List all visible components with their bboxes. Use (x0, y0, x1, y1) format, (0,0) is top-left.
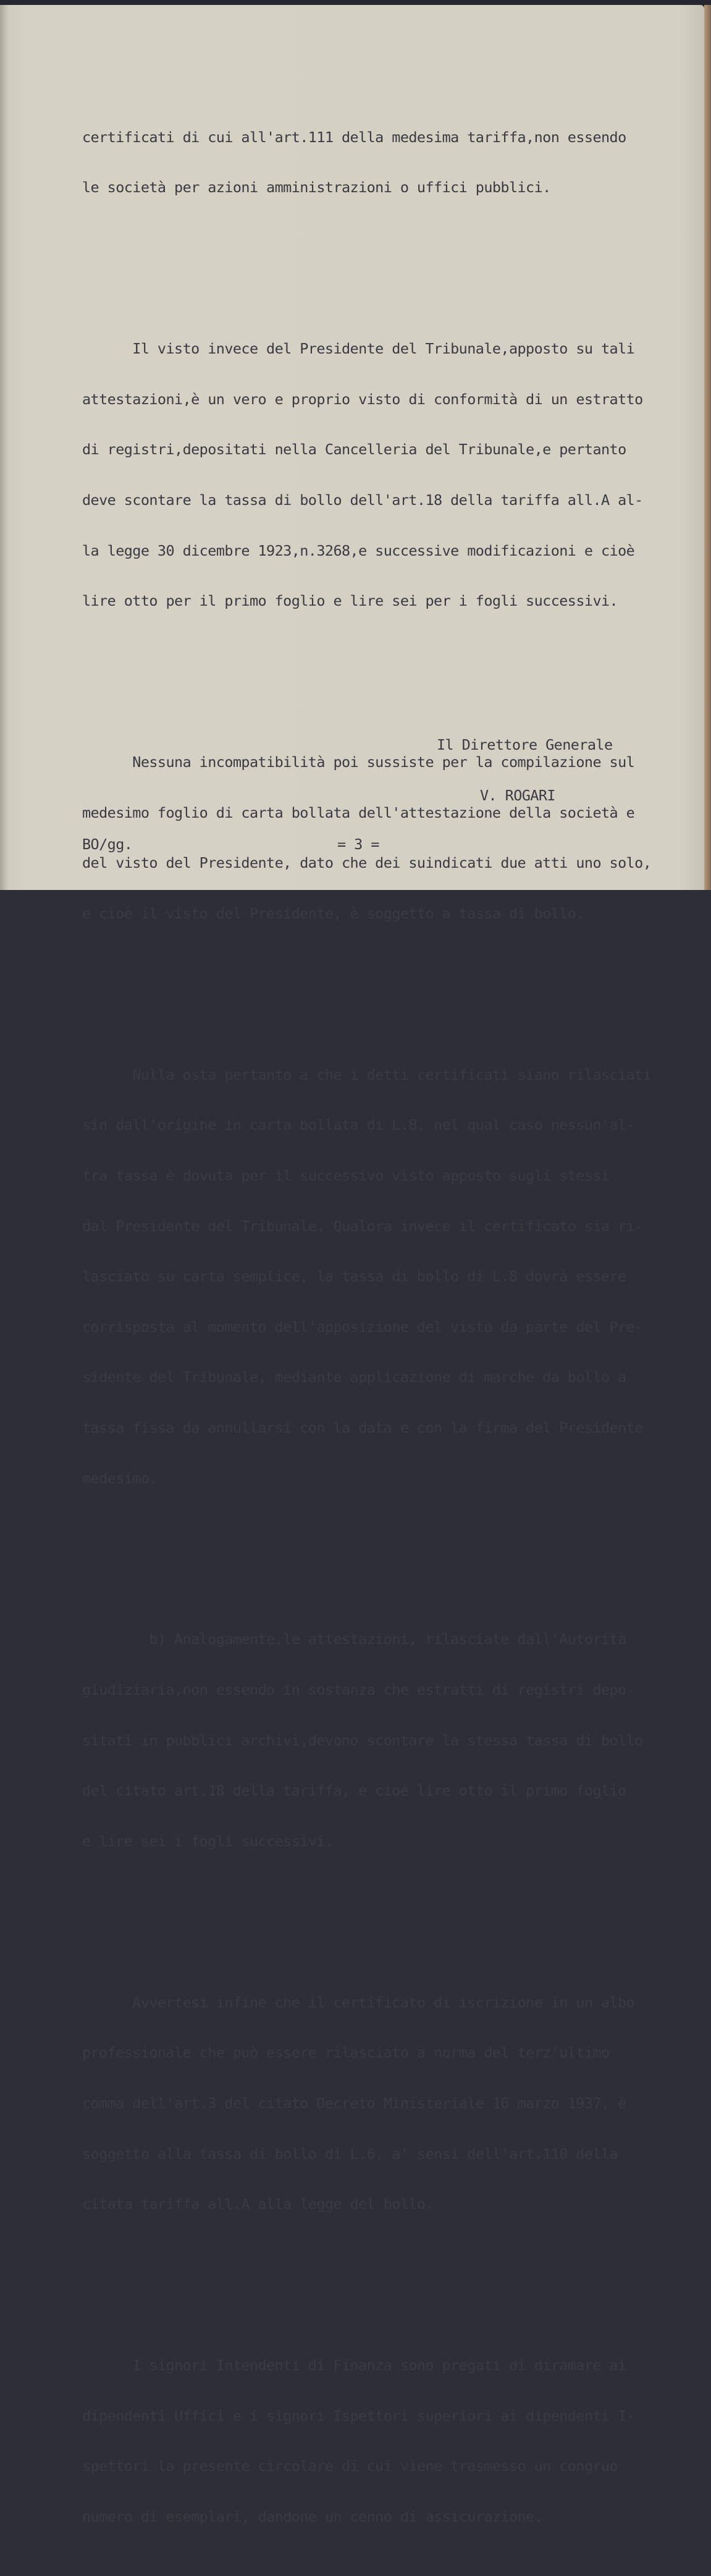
text-line: corrisposta al momento dell'apposizione del visto da parte del Pre- (82, 1318, 643, 1336)
text-line: lire otto per il primo foglio e lire sei per i fogli successivi. (82, 592, 618, 610)
page-right-edge (704, 5, 711, 890)
text-line: del citato art.18 della tariffa, e cioè lire otto il primo foglio (82, 1782, 626, 1800)
page-number: = 3 = (337, 836, 379, 853)
paragraph-4 (82, 1033, 657, 1520)
text-line: la legge 30 dicembre 1923,n.3268,e successive modificazioni e cioè (82, 541, 635, 559)
text-line: spettori la presente circolare di cui viene trasmesso un congruo (82, 2457, 618, 2475)
text-line: Il visto invece del Presidente del Tribunale,apposto su tali (82, 340, 635, 358)
text-line: numero di esemplari, dandone un cenno di assicurazione. (82, 2507, 543, 2525)
signature-name: V. ROGARI (480, 787, 555, 805)
text-line: certificati di cui all'art.111 della medesima tariffa,non essendo (82, 128, 626, 146)
text-line: giudiziaria,non essendo in sostanza che estratti di registri depo- (82, 1681, 635, 1699)
text-line: comma dell'art.3 del citato Decreto Ministeriale 16 marzo 1937, è (82, 2094, 626, 2112)
text-line: medesimo foglio di carta bollata dell'attestazione della società e (82, 803, 635, 821)
text-line: attestazioni,è un vero e proprio visto di conformità di un estratto (82, 390, 643, 408)
text-line: Nessuna incompatibilità poi sussiste per la compilazione sul (82, 753, 635, 771)
text-line: tassa fissa da annullarsi con la data e con la firma del Presidente (82, 1419, 643, 1437)
paragraph-5 (82, 1598, 657, 1883)
text-line: di registri,depositati nella Cancelleria del Tribunale,e pertanto (82, 441, 626, 459)
text-line: citata tariffa all.A alla legge del bollo. (82, 2195, 434, 2213)
text-line: le società per azioni amministrazioni o uffici pubblici. (82, 179, 551, 197)
text-line: deve scontare la tassa di bollo dell'art.18 della tariffa all.A al- (82, 491, 643, 509)
paragraph-2 (82, 307, 657, 643)
text-line: professionale che può essere rilasciato a norma del terz'ultimo (82, 2044, 610, 2062)
text-line: tra tassa è dovuta per il successivo visto apposto sugli stessi (82, 1167, 610, 1184)
text-line: sin dall'origine in carta bollata di L.8, nel qual caso nessun'al- (82, 1116, 635, 1134)
text-line: sidente del Tribunale, mediante applicazione di marche da bollo a (82, 1368, 626, 1386)
page-binding-edge (0, 5, 9, 890)
text-line: del visto del Presidente, dato che dei suindicati due atti uno solo, (82, 854, 652, 872)
text-line: Avvertesi infine che il certificato di iscrizione in un albo (82, 1993, 635, 2011)
text-line: soggetto alla tassa di bollo di L.6, a' sensi dell'art.110 della (82, 2145, 618, 2163)
text-line: b) Analogamente,le attestazioni, rilasciate dall'Autorità (82, 1630, 626, 1648)
paragraph-1 (82, 95, 657, 230)
text-line: dal Presidente del Tribunale. Qualora invece il certificato sia ri- (82, 1217, 643, 1235)
document-body (82, 62, 657, 2576)
signature-title: Il Direttore Generale (437, 736, 613, 754)
footer-reference: BO/gg. (82, 836, 133, 853)
signature-block (437, 703, 613, 821)
paragraph-7 (82, 2324, 657, 2559)
text-line: sitati in pubblici archivi,devono scontare la stessa tassa di bollo (82, 1731, 643, 1749)
paragraph-6 (82, 1960, 657, 2246)
text-line: Nulla osta pertanto a che i detti certificati siano rilasciati (82, 1066, 652, 1083)
text-line: I signori Intendenti di Finanza sono pregati di diramare ai (82, 2357, 626, 2375)
text-line: e lire sei i fogli successivi. (82, 1832, 334, 1850)
text-line: lasciato su carta semplice, la tassa di bollo di L.8 dovrà essere (82, 1268, 626, 1286)
text-line: dipendenti Uffici e i signori Ispettori superiori ai dipendenti I- (82, 2407, 635, 2425)
text-line: medesimo. (82, 1469, 158, 1487)
text-line: e cioè il visto del Presidente, è soggetto a tassa di bollo. (82, 904, 584, 922)
